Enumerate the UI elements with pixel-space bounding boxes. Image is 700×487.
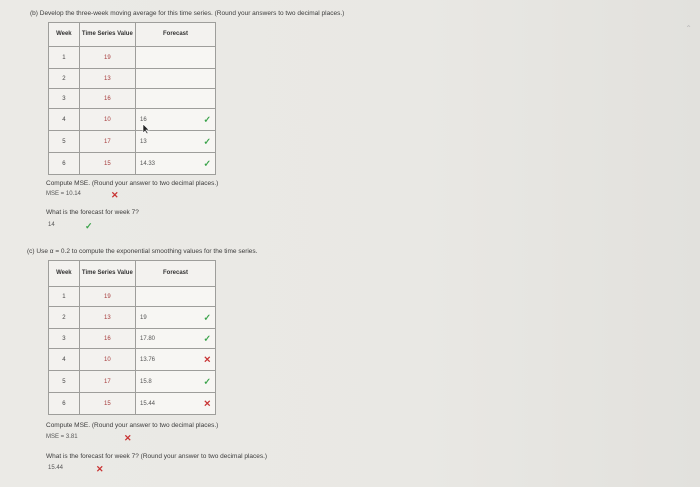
- exponential-smoothing-table: [48, 260, 216, 415]
- week-cell: 1: [49, 287, 80, 307]
- value-cell: 17: [79, 371, 135, 393]
- scroll-up-icon[interactable]: ⌃: [685, 24, 692, 33]
- forecast-header: Forecast: [136, 23, 216, 47]
- forecast-input-cell[interactable]: [136, 287, 216, 307]
- check-icon: ✓: [203, 136, 211, 146]
- value-cell: 13: [79, 307, 135, 329]
- table-row: [49, 307, 216, 329]
- forecast-input-cell[interactable]: [136, 393, 216, 415]
- check-icon: ✓: [203, 376, 211, 386]
- mse-value[interactable]: 10.14: [65, 191, 81, 197]
- forecast-input-cell[interactable]: [136, 89, 216, 109]
- forecast-value[interactable]: 13.76: [140, 356, 156, 363]
- forecast-input-cell[interactable]: [136, 371, 216, 393]
- forecast-value[interactable]: 13: [140, 138, 147, 145]
- forecast-value[interactable]: 19: [140, 314, 147, 321]
- forecast-input-cell[interactable]: [136, 153, 216, 175]
- check-icon: ✓: [203, 312, 211, 322]
- value-cell: 19: [79, 287, 135, 307]
- table-row: [49, 153, 216, 175]
- week-cell: 3: [49, 89, 80, 109]
- check-icon: ✓: [203, 333, 211, 343]
- part-b-instruction: (b) Develop the three-week moving average for this time series. (Round your answers to two decimal places.): [30, 10, 345, 17]
- forecast-value[interactable]: 14.33: [140, 160, 156, 167]
- value-header: Time Series Value: [79, 23, 135, 47]
- value-cell: 10: [79, 109, 135, 131]
- part-c-forecast-prompt: What is the forecast for week 7? (Round your answer to two decimal places.): [46, 453, 268, 460]
- value-cell: 19: [79, 47, 135, 69]
- week-cell: 3: [49, 329, 80, 349]
- forecast-input-cell[interactable]: [136, 69, 216, 89]
- table-row: [49, 349, 216, 371]
- week-cell: 2: [49, 307, 80, 329]
- week-cell: 1: [49, 47, 80, 69]
- part-b-forecast-answer[interactable]: 14: [48, 222, 55, 228]
- cross-icon: ✕: [96, 464, 104, 474]
- forecast-value[interactable]: 15.44: [140, 400, 156, 407]
- part-b-mse-answer[interactable]: [46, 191, 81, 197]
- cross-icon: ✕: [111, 190, 119, 200]
- value-cell: 10: [79, 349, 135, 371]
- table-row: [49, 287, 216, 307]
- table-row: [49, 109, 216, 131]
- table-row: [49, 371, 216, 393]
- table-row: [49, 393, 216, 415]
- forecast-value[interactable]: 15.8: [140, 378, 152, 385]
- week-cell: 5: [49, 131, 80, 153]
- table-row: [49, 47, 216, 69]
- week-header: Week: [49, 23, 80, 47]
- part-c-mse-prompt: Compute MSE. (Round your answer to two decimal places.): [46, 422, 219, 429]
- value-cell: 16: [79, 329, 135, 349]
- mse-label: MSE =: [46, 434, 65, 440]
- mse-value[interactable]: 3.81: [65, 434, 78, 440]
- part-b-mse-prompt: Compute MSE. (Round your answer to two decimal places.): [46, 180, 219, 187]
- value-cell: 16: [79, 89, 135, 109]
- part-c-instruction: (c) Use α = 0.2 to compute the exponential smoothing values for the time series.: [27, 248, 258, 255]
- table-row: [49, 131, 216, 153]
- value-cell: 15: [79, 153, 135, 175]
- value-cell: 13: [79, 69, 135, 89]
- mse-label: MSE =: [46, 191, 65, 197]
- table-row: [49, 89, 216, 109]
- forecast-value[interactable]: 16: [140, 116, 147, 123]
- moving-average-table: [48, 22, 216, 175]
- cross-icon: ✕: [203, 398, 211, 408]
- check-icon: ✓: [85, 221, 93, 231]
- part-c-mse-answer[interactable]: [46, 434, 78, 440]
- week-cell: 4: [49, 109, 80, 131]
- check-icon: ✓: [203, 114, 211, 124]
- cross-icon: ✕: [124, 433, 132, 443]
- table-row: [49, 69, 216, 89]
- forecast-header: Forecast: [136, 261, 216, 287]
- forecast-value[interactable]: 17.80: [140, 335, 156, 342]
- week-cell: 6: [49, 153, 80, 175]
- mouse-cursor-icon: [142, 123, 150, 135]
- week-cell: 2: [49, 69, 80, 89]
- week-cell: 6: [49, 393, 80, 415]
- forecast-input-cell[interactable]: [136, 307, 216, 329]
- part-b-forecast-prompt: What is the forecast for week 7?: [46, 209, 139, 216]
- cross-icon: ✕: [203, 354, 211, 364]
- check-icon: ✓: [203, 158, 211, 168]
- week-cell: 4: [49, 349, 80, 371]
- table-row: [49, 329, 216, 349]
- forecast-input-cell[interactable]: [136, 349, 216, 371]
- week-cell: 5: [49, 371, 80, 393]
- forecast-input-cell[interactable]: [136, 329, 216, 349]
- week-header: Week: [49, 261, 80, 287]
- forecast-input-cell[interactable]: [136, 47, 216, 69]
- value-header: Time Series Value: [79, 261, 135, 287]
- value-cell: 15: [79, 393, 135, 415]
- value-cell: 17: [79, 131, 135, 153]
- part-c-forecast-answer[interactable]: 15.44: [48, 465, 64, 471]
